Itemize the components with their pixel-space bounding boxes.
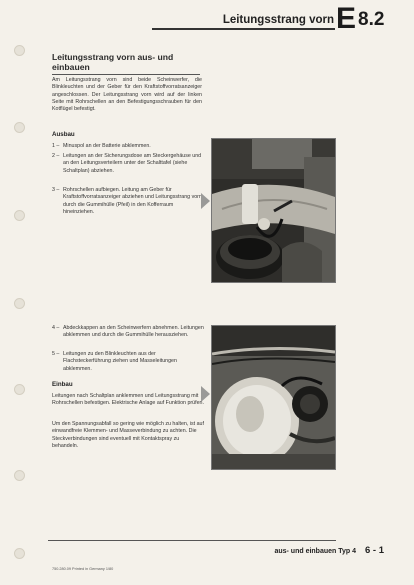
punch-hole [14, 384, 25, 395]
photo-fuel-gauge-sender [211, 138, 336, 283]
step-text: Abdeckkappen an den Scheinwerfern abnehmen. Leitungen abklemmen und durch die Gummihülle herausziehen. [63, 325, 204, 339]
subheading-ausbau: Ausbau [52, 131, 75, 138]
punch-hole [14, 210, 25, 221]
pointer-arrow-icon [201, 386, 210, 402]
pointer-arrow-icon [201, 193, 210, 209]
heading-rule [52, 74, 200, 75]
step-number: 3 – [52, 187, 60, 193]
intro-paragraph: Am Leitungsstrang vorn sind beide Scheinwerfer, die Blinkleuchten und der Geber für den Kraftstoffvorratsanzeiger angeschlossen. Der Leitungsstrang vorn wird auf der linken Seite mit Rohrschellen an den Befestigungsschrauben für den Kotflügel befestigt. [52, 77, 202, 113]
step-text: Leitungen an der Sicherungsdose am Steckergehäuse und an den Leitungsverteilern unter der Schalttafel (siehe Schaltplan) abziehen. [63, 153, 202, 174]
page-number: 6 - 1 [365, 545, 385, 556]
step-item [52, 143, 204, 150]
page-header-title: Leitungsstrang vorn [222, 14, 334, 26]
step-item [52, 351, 204, 373]
einbau-paragraph: Um den Spannungsabfall so gering wie möglich zu halten, ist auf einwandfreie Klemmen- und Masseverbindung zu achten. Die Steckverbindungen sind eventuell mit Kontaktspray zu behandeln. [52, 421, 204, 449]
punch-hole [14, 548, 25, 559]
step-text: Minuspol an der Batterie abklemmen. [63, 143, 151, 149]
section-number: 8.2 [358, 9, 385, 30]
photo-headlight-wiring [211, 325, 336, 470]
photo-illustration [212, 326, 335, 469]
punch-hole [14, 122, 25, 133]
footer-title: aus- und einbauen Typ 4 [274, 548, 356, 555]
step-number: 4 – [52, 325, 60, 331]
step-text: Leitungen zu den Blinkleuchten aus der Flachsteckerführung ziehen und Masseleitungen abklemmen. [63, 351, 177, 372]
section-heading: Leitungsstrang vorn aus- und einbauen [52, 52, 174, 72]
step-item [52, 187, 204, 216]
photo-illustration [212, 139, 335, 282]
punch-hole [14, 45, 25, 56]
section-letter: E [336, 2, 357, 35]
step-number: 5 – [52, 351, 60, 357]
einbau-paragraph: Leitungen nach Schaltplan anklemmen und Leitungsstrang mit Rohrschellen befestigen. Elektrische Anlage auf Funktion prüfen. [52, 393, 204, 407]
step-number: 1 – [52, 143, 60, 149]
step-text: Rohrschellen aufbiegen. Leitung am Geber für Kraftstoffvorratsanzeiger abziehen und Leitungsstrang vorn durch die Gummihülle (Pfeil) in den Kofferraum hineinziehen. [63, 187, 202, 215]
header-rule [152, 28, 335, 30]
footer-rule [48, 540, 336, 541]
step-item [52, 325, 204, 340]
step-number: 2 – [52, 153, 60, 159]
subheading-einbau: Einbau [52, 381, 73, 388]
punch-hole [14, 470, 25, 481]
print-footnote: 750.280.09 Printed in Germany 1/80 [52, 567, 114, 571]
step-item [52, 153, 204, 175]
punch-hole [14, 298, 25, 309]
